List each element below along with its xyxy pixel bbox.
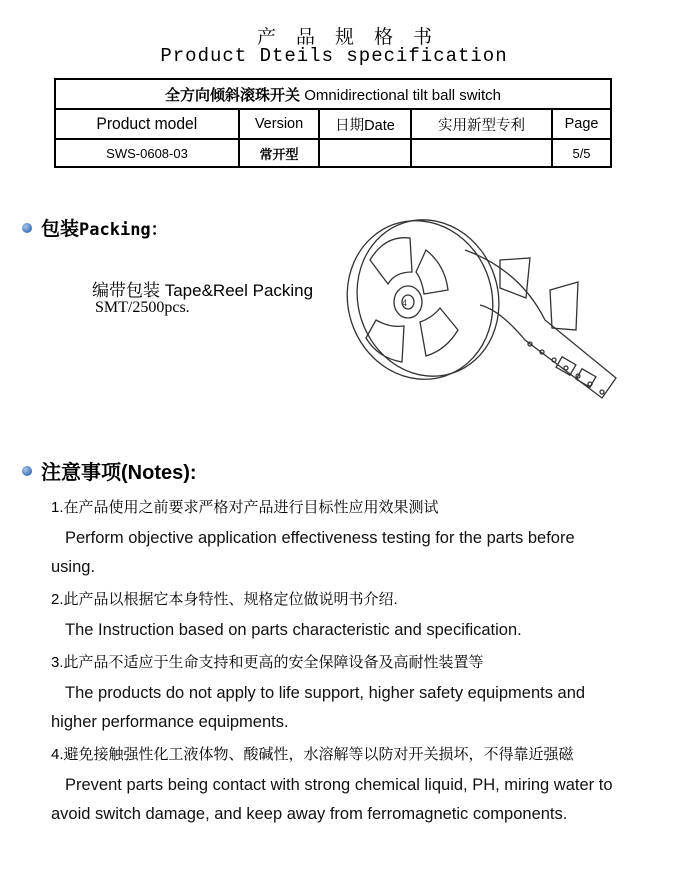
header-product-model bbox=[55, 109, 239, 139]
header-patent: 实用新型专利 bbox=[411, 109, 552, 139]
header-page: Page bbox=[552, 109, 611, 139]
header-date: 日期Date bbox=[319, 109, 411, 139]
packing-heading-en: Packing： bbox=[79, 220, 168, 240]
note-2-cn: 2.此产品以根据它本身特性、规格定位做说明书介绍. bbox=[51, 591, 398, 608]
value-patent bbox=[411, 139, 552, 167]
header-version: Version bbox=[239, 109, 319, 139]
note-3-en: The products do not apply to life support, higher safety equipments and higher performance equipments. bbox=[51, 684, 586, 731]
note-4-cn: 4.避免接触强性化工液体物、酸碱性，水溶解等以防对开关损坏，不得靠近强磁 bbox=[51, 746, 574, 763]
note-item-2 bbox=[51, 588, 621, 645]
note-3-cn: 3.此产品不适应于生命支持和更高的安全保障设备及高耐性装置等 bbox=[51, 654, 484, 671]
packing-line-2: SMT/2500pcs. bbox=[95, 299, 190, 316]
value-page: 5/5 bbox=[552, 139, 611, 167]
header-product-model-label: Product model bbox=[96, 114, 198, 133]
notes-section-heading bbox=[22, 456, 197, 485]
spec-table bbox=[54, 78, 612, 168]
packing-line-1 bbox=[92, 276, 313, 301]
spec-value-row bbox=[55, 139, 611, 167]
note-1-en: Perform objective application effectiveness testing for the parts before using. bbox=[51, 529, 575, 576]
value-date bbox=[319, 139, 411, 167]
value-version: 常开型 bbox=[239, 139, 319, 167]
note-item-3 bbox=[51, 651, 621, 737]
bullet-icon bbox=[22, 466, 32, 476]
spec-header-row bbox=[55, 109, 611, 139]
note-item-4 bbox=[51, 743, 621, 829]
notes-heading: 注意事项(Notes): bbox=[41, 462, 197, 484]
bullet-icon bbox=[22, 223, 32, 233]
product-title-cn: 全方向倾斜滚珠开关 bbox=[165, 86, 301, 104]
reel-label: 4 bbox=[402, 298, 408, 308]
packing-section-heading bbox=[22, 214, 168, 241]
value-product-model: SWS-0608-03 bbox=[55, 139, 239, 167]
note-item-1 bbox=[51, 496, 621, 582]
product-title-cell bbox=[55, 79, 611, 109]
note-2-en: The Instruction based on parts characteristic and specification. bbox=[65, 621, 522, 639]
note-1-cn: 1.在产品使用之前要求严格对产品进行目标性应用效果测试 bbox=[51, 499, 439, 516]
packing-heading-cn: 包装 bbox=[41, 219, 80, 240]
packing-line-1-cn: 编带包装 bbox=[92, 281, 160, 301]
packing-line-1-en: Tape&Reel Packing bbox=[160, 281, 314, 300]
notes-list bbox=[51, 496, 621, 835]
title-en: Product Dteils specification bbox=[160, 45, 508, 67]
tape-reel-illustration bbox=[340, 210, 625, 425]
note-4-en: Prevent parts being contact with strong chemical liquid, PH, miring water to avoid switch damage, and keep away from ferromagnetic components. bbox=[51, 776, 613, 823]
product-title-en: Omnidirectional tilt ball switch bbox=[300, 86, 501, 104]
spec-title-row bbox=[55, 79, 611, 109]
title-cn: 产品规格书 bbox=[256, 26, 452, 48]
